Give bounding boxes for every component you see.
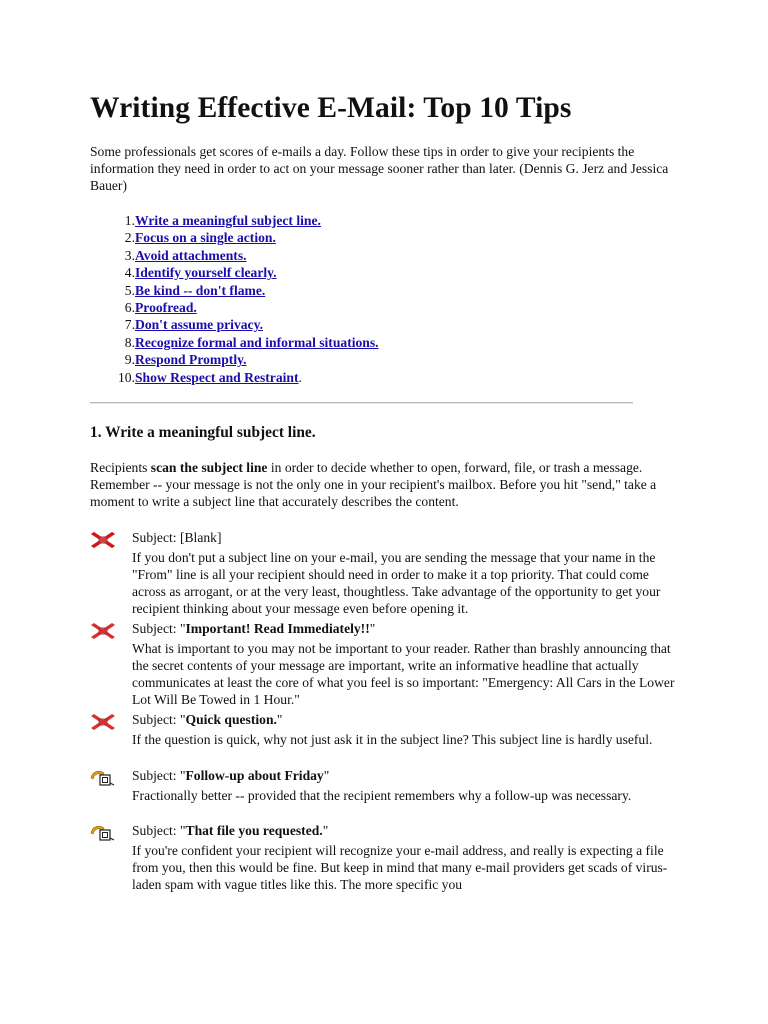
subject-example: Subject: "Important! Read Immediately!!" [132,621,376,636]
emphasis-text: scan the subject line [150,460,268,475]
list-number: 3. [124,247,135,263]
list-number: 8. [124,334,135,350]
list-item [90,334,379,351]
list-number: 1. [124,213,135,228]
checkbox-hand-icon [90,769,116,787]
tip-link-respect[interactable]: Show Respect and Restraint [135,369,299,385]
subject-example: Subject: "Follow-up about Friday" [132,768,330,783]
list-number: 9. [124,352,135,368]
tip-link-proofread[interactable]: Proofread. [135,300,197,316]
example-description: Fractionally better -- provided that the recipient remembers why a follow-up was necessary. [132,788,632,803]
list-item [90,247,379,264]
subject-example: Subject: [Blank] [132,530,222,545]
list-number: 7. [124,317,135,333]
example-description: If you don't put a subject line on your e-mail, you are sending the message that your name in the "From" line is all your recipient should need in order to make it a top priority. That could come across as arrogant, or at the very least, thoughtless. Take advantage of the opportunity to get your recipient thinking about your message even before opening it. [132,550,661,616]
example-description: If the question is quick, why not just ask it in the subject line? This subject line is hardly useful. [132,732,653,747]
list-item [90,212,379,229]
list-number: 6. [124,300,135,316]
section-heading: 1. Write a meaningful subject line. [90,424,316,441]
list-number: 5. [124,282,135,298]
tip-link-attachments[interactable]: Avoid attachments. [135,247,247,263]
section-paragraph: Recipients scan the subject line in order to decide whether to open, forward, file, or trash a message. Remember -- your message is not the only one in your recipient's mailbox. Before you hit "send," take a moment to write a subject line that accurately describes the content. [90,460,657,509]
tip-link-privacy[interactable]: Don't assume privacy. [135,317,264,333]
example-description: What is important to you may not be important to your reader. Rather than brashly announcing that the secret contents of your message are important, write an informative headline that actually communicates at least the core of what you feel is so important: "Emergency: All Cars in the Lower Lot Will Be Towed in 1 Hour." [132,641,675,707]
intro-paragraph: Some professionals get scores of e-mails a day. Follow these tips in order to give your recipients the information they need in order to act on your message sooner rather than later. (Dennis G. Jerz and Jessica Bauer) [90,144,669,193]
tip-link-subject-line[interactable]: Write a meaningful subject line. [135,213,321,228]
example-description: If you're confident your recipient will recognize your e-mail address, and really is expecting a file from you, then this would be fine. But keep in mind that many e-mail providers get scads of virus-laden spam with vague titles like this. The more specific you [132,843,668,892]
tip-link-identify[interactable]: Identify yourself clearly. [135,265,277,281]
red-x-icon [90,713,116,731]
tip-link-be-kind[interactable]: Be kind -- don't flame. [135,282,266,298]
list-item [90,229,379,246]
tip-link-respond[interactable]: Respond Promptly. [135,352,247,368]
subject-example: Subject: "That file you requested." [132,823,329,838]
horizontal-divider [90,402,633,404]
list-number: 10. [118,369,135,385]
list-item-suffix: . [298,369,302,385]
list-item [90,282,379,299]
list-item [90,351,379,368]
red-x-icon [90,622,116,640]
tip-link-single-action[interactable]: Focus on a single action. [135,230,276,246]
tip-link-formal-informal[interactable]: Recognize formal and informal situations. [135,334,379,350]
red-x-icon [90,531,116,549]
subject-example: Subject: "Quick question." [132,712,283,727]
list-number: 2. [124,230,135,246]
list-item [90,316,379,333]
checkbox-hand-icon [90,824,116,842]
list-item [90,264,379,281]
list-item [90,299,379,316]
list-item [90,369,379,386]
list-number: 4. [124,265,135,281]
page-title: Writing Effective E-Mail: Top 10 Tips [90,92,572,124]
tips-list [90,212,379,386]
